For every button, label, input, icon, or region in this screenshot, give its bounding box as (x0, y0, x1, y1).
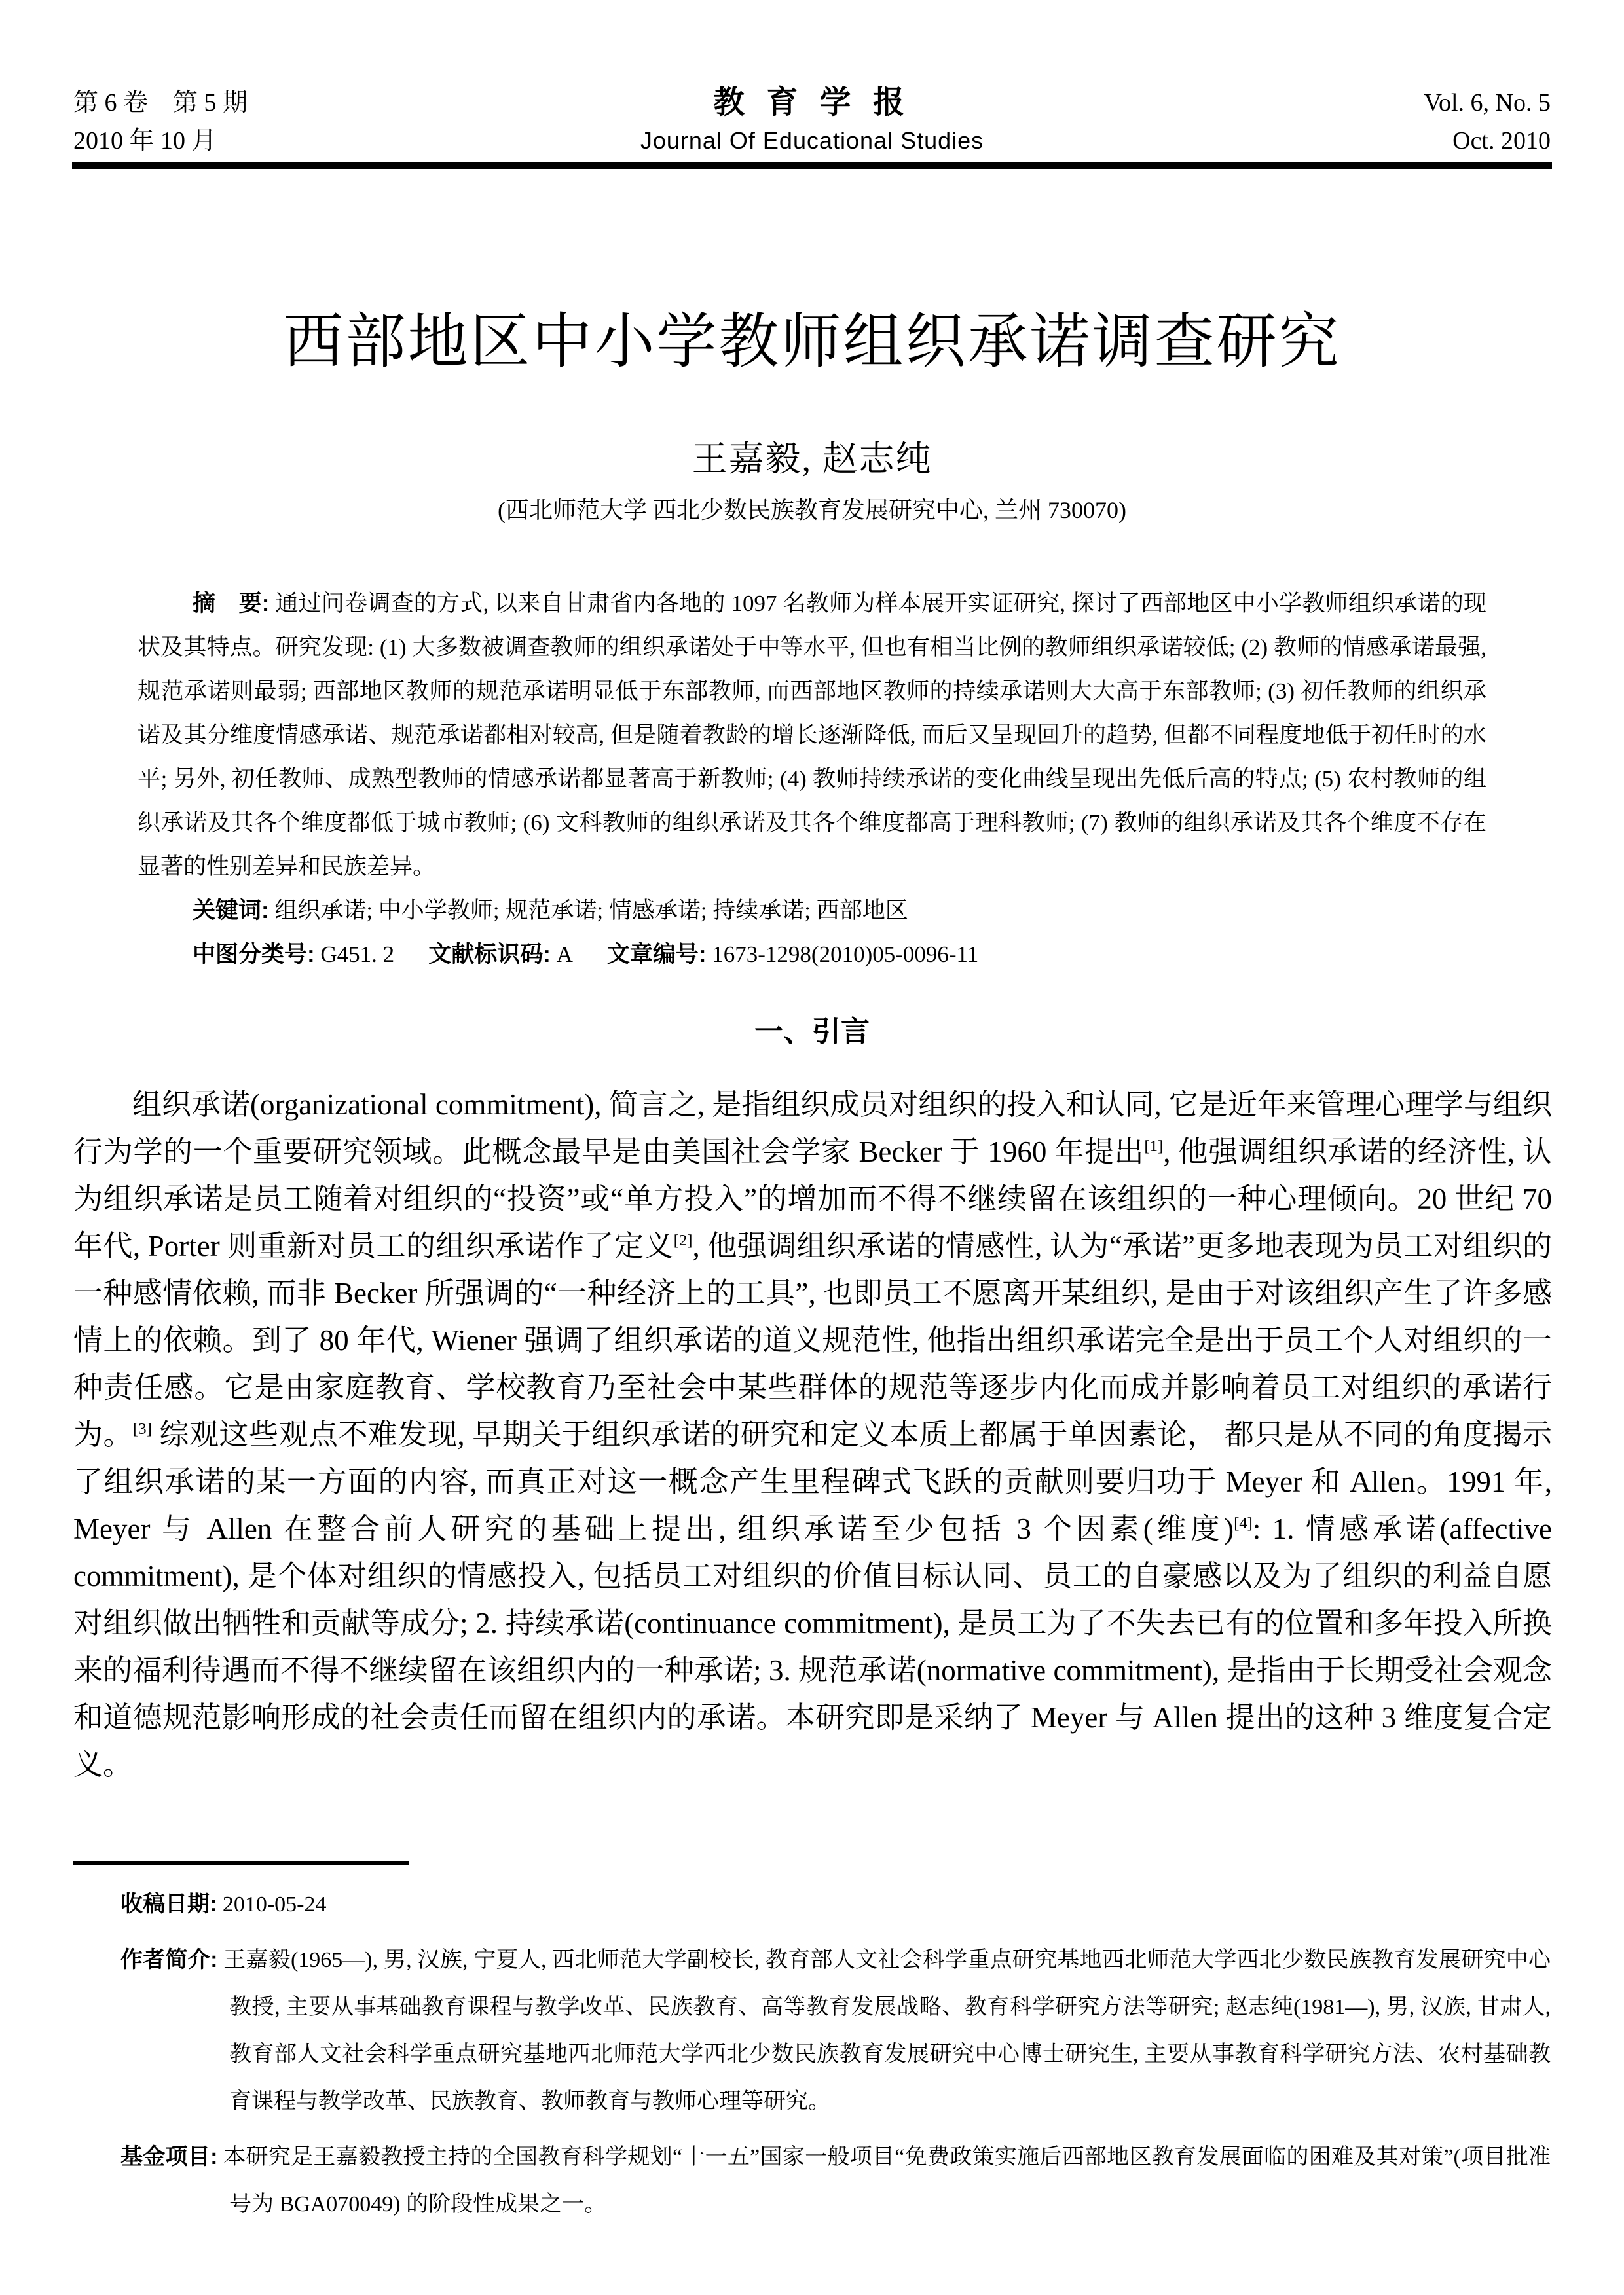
abstract-paragraph (138, 581, 1486, 889)
header-date-cn: 2010 年 10 月 (73, 127, 217, 155)
keywords-label: 关键词: (193, 897, 269, 923)
document-code-label: 文献标识码: (428, 941, 551, 967)
abstract-label: 摘 要: (193, 590, 270, 616)
body-text-segment: 综观这些观点不难发现, 早期关于组织承诺的研究和定义本质上都属于单因素论， 都只是从不同的角度揭示了组织承诺的某一方面的内容, 而真正对这一概念产生里程碑式飞跃的贡献则要归功于 Meyer 和 Allen。1991 年, Meyer 与 Allen 在整合前人研究的基础上提出, 组织承诺至少包括 3 个因素(维度) (73, 1418, 1552, 1545)
document-code-value: A (550, 941, 573, 967)
clc-number-value: G451. 2 (314, 941, 395, 967)
journal-name-cn: 教 育 学 报 (712, 85, 911, 120)
footnote-received-date (120, 1881, 1551, 1928)
author-bio-label: 作者简介: (120, 1947, 218, 1972)
header-volume-issue-en: Vol. 6, No. 5 (1424, 89, 1551, 117)
abstract-text: 通过问卷调查的方式, 以来自甘肃省内各地的 1097 名教师为样本展开实证研究, 探讨了西部地区中小学教师组织承诺的现状及其特点。研究发现: (1) 大多数被调查教师的组织承诺处于中等水平, 但也有相当比例的教师组织承诺较低; (2) 教师的情感承诺最强, 规范承诺则最弱; 西部地区教师的规范承诺明显低于东部教师, 而西部地区教师的持续承诺则大大高于东部教师; (3) 初任教师的组织承诺及其分维度情感承诺、规范承诺都相对较高, 但是随着教龄的增长逐渐降低, 而后又呈现回升的趋势, 但都不同程度地低于初任时的水平; 另外, 初任教师、成熟型教师的情感承诺都显著高于新教师; (4) 教师持续承诺的变化曲线呈现出先低后高的特点; (5) 农村教师的组织承诺及其各个维度都低于城市教师; (6) 文科教师的组织承诺及其各个维度都高于理科教师; (7) 教师的组织承诺及其各个维度不存在显著的性别差异和民族差异。 (138, 590, 1486, 879)
article-id-label: 文章编号: (606, 941, 707, 967)
body-text-segment: 组织承诺(organizational commitment), 简言之, 是指组织成员对组织的投入和认同, 它是近年来管理心理学与组织行为学的一个重要研究领域。此概念最早是由美国社会学家 Becker 于 1960 年提出 (73, 1088, 1552, 1168)
keywords-line (138, 889, 1486, 932)
body-text-segment: , 他强调组织承诺的经济性, 认为组织承诺是员工随着对组织的“投资”或“单方投入”的增加而不得不继续留在该组织的一种心理倾向。20 世纪 70 年代, Porter 则重新对员工的组织承诺作了定义 (73, 1135, 1552, 1262)
footnote-list (73, 1881, 1551, 2228)
citation-superscript: [3] (132, 1420, 152, 1438)
article-affiliation: (西北师范大学 西北少数民族教育发展研究中心, 兰州 730070) (498, 496, 1126, 523)
journal-name-en: Journal Of Educational Studies (640, 127, 984, 154)
footnote-funding (120, 2133, 1551, 2228)
section-heading-introduction: 一、引言 (754, 1015, 870, 1048)
abstract-block (138, 581, 1486, 976)
footnote-area (73, 1861, 1551, 2236)
keywords-text: 组织承诺; 中小学教师; 规范承诺; 情感承诺; 持续承诺; 西部地区 (268, 897, 908, 923)
body-text-segment: , 他强调组织承诺的情感性, 认为“承诺”更多地表现为员工对组织的一种感情依赖, 而非 Becker 所强调的“一种经济上的工具”, 也即员工不愿离开某组织, 是由于对该组织产生了许多感情上的依赖。到了 80 年代, Wiener 强调了组织承诺的道义规范性, 他指出组织承诺完全是出于员工个人对组织的一种责任感。它是由家庭教育、学校教育乃至社会中某些群体的规范等逐步内化而成并影响着员工对组织的承诺行为。 (73, 1229, 1552, 1451)
citation-superscript: [4] (1234, 1514, 1253, 1532)
author-bio-text: 王嘉毅(1965—), 男, 汉族, 宁夏人, 西北师范大学副校长, 教育部人文社会科学重点研究基地西北师范大学西北少数民族教育发展研究中心教授, 主要从事基础教育课程与教学改革、民族教育、高等教育发展战略、教育科学研究方法等研究; 赵志纯(1981—), 男, 汉族, 甘肃人, 教育部人文社会科学重点研究基地西北师范大学西北少数民族教育发展研究中心博士研究生, 主要从事教育科学研究方法、农村基础教育课程与教学改革、民族教育、教师教育与教师心理等研究。 (217, 1948, 1551, 2114)
header-vol-block (1116, 84, 1551, 160)
article-title: 西部地区中小学教师组织承诺调查研究 (283, 308, 1341, 375)
header-date-en: Oct. 2010 (1452, 127, 1551, 155)
funding-text: 本研究是王嘉毅教授主持的全国教育科学规划“十一五”国家一般项目“免费政策实施后西部地区教育发展面临的困难及其对策”(项目批准号为 BGA070049) 的阶段性成果之一。 (217, 2145, 1551, 2216)
header-volume-issue-cn: 第 6 卷 第 5 期 (73, 89, 248, 117)
citation-superscript: [1] (1144, 1137, 1164, 1155)
article-authors: 王嘉毅, 赵志纯 (692, 439, 932, 479)
body-text-segment: : 1. 情感承诺(affective commitment), 是个体对组织的情感投入, 包括员工对组织的价值目标认同、员工的自豪感以及为了组织的利益自愿对组织做出牺牲和贡献等成分; 2. 持续承诺(continuance commitment), 是员工为了不失去已有的位置和多年投入所换来的福利待遇而不得不继续留在该组织内的一种承诺; 3. 规范承诺(normative commitment), 是指由于长期受社会观念和道德规范影响形成的社会责任而留在组织内的承诺。本研究即是采纳了 Meyer 与 Allen 提出的这种 3 维度复合定义。 (73, 1512, 1552, 1781)
footnote-rule (73, 1861, 409, 1865)
document-code (428, 942, 573, 967)
running-head (73, 84, 1551, 160)
clc-number (193, 942, 394, 967)
citation-superscript: [2] (673, 1231, 693, 1249)
received-date-label: 收稿日期: (120, 1892, 217, 1917)
received-date-value: 2010-05-24 (217, 1892, 327, 1917)
journal-name-block (508, 84, 1116, 160)
footnote-author-bio (120, 1936, 1551, 2125)
classification-line (138, 932, 1486, 976)
header-issue-block (73, 84, 508, 160)
clc-number-label: 中图分类号: (193, 941, 315, 967)
funding-label: 基金项目: (120, 2144, 218, 2169)
article-id-value: 1673-1298(2010)05-0096-11 (706, 941, 979, 967)
article-id (607, 942, 978, 967)
introduction-paragraph (73, 1081, 1552, 1788)
header-rule (72, 162, 1552, 169)
